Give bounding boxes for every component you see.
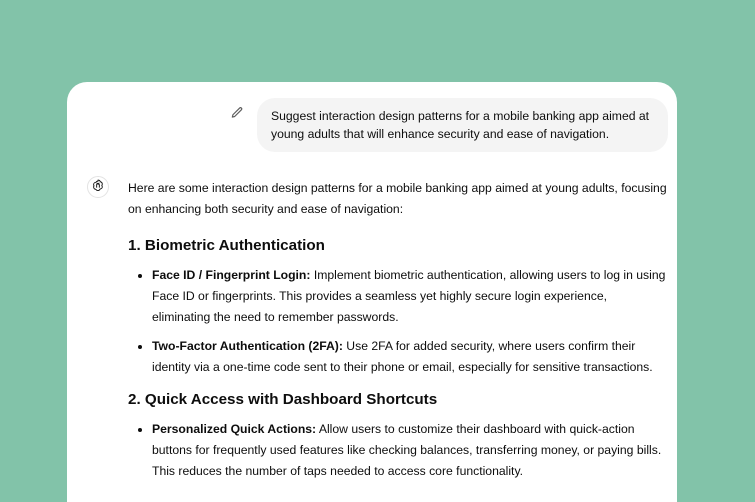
list-item <box>152 419 668 482</box>
pencil-icon[interactable] <box>230 106 246 122</box>
list-item-text: Use 2FA for added security, where users confirm their identity via a one-time code sent to their phone or email, especially for sensitive transactions. <box>152 339 653 374</box>
list-item <box>152 336 668 378</box>
section-title: 1. Biometric Authentication <box>128 237 325 254</box>
section-list <box>128 265 668 378</box>
section-list <box>128 419 668 482</box>
chat-card <box>67 82 677 502</box>
list-item-text: Allow users to customize their dashboard with quick-action buttons for frequently used features like checking balances, transferring money, or paying bills. This reduces the number of taps needed to access core functionality. <box>152 422 662 478</box>
response-intro: Here are some interaction design patterns for a mobile banking app aimed at young adults, focusing on enhancing both security and ease of navigation: <box>128 181 667 216</box>
assistant-avatar <box>87 176 109 198</box>
list-item <box>152 265 668 328</box>
list-item-label: Two-Factor Authentication (2FA): <box>152 339 343 353</box>
user-message-text: Suggest interaction design patterns for a mobile banking app aimed at young adults that will enhance security and ease of navigation. <box>271 109 650 141</box>
list-item-text: Implement biometric authentication, allowing users to log in using Face ID or fingerprints. This provides a seamless yet highly secure login experience, eliminating the need to remember passwords. <box>152 268 666 324</box>
list-item-label: Personalized Quick Actions: <box>152 422 317 436</box>
list-item-label: Face ID / Fingerprint Login: <box>152 268 311 282</box>
openai-logo-icon <box>91 178 105 197</box>
assistant-response <box>128 178 668 490</box>
user-message-bubble <box>257 98 668 152</box>
section-title: 2. Quick Access with Dashboard Shortcuts <box>128 391 438 408</box>
